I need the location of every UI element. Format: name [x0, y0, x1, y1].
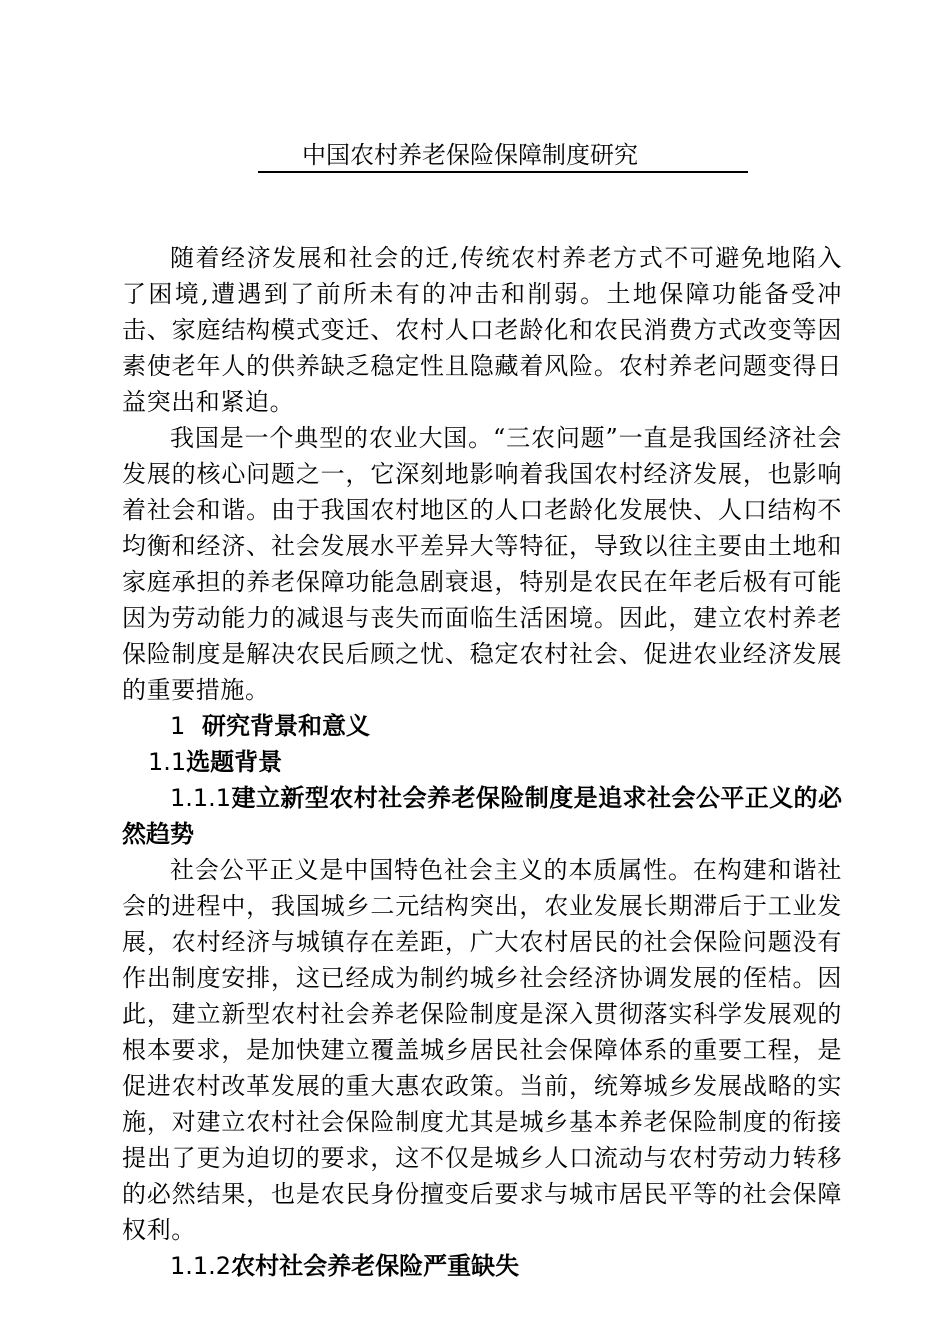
- paragraph-fairness: 社会公平正义是中国特色社会主义的本质属性。在构建和谐社会的进程中，我国城乡二元结构突出，农业发展长期滞后于工业发展，农村经济与城镇存在差距，广大农村居民的社会保险问题没有作出制度安排，这已经成为制约城乡社会经济协调发展的侄桔。因此，建立新型农村社会养老保险制度是深入贯彻落实科学发展观的根本要求，是加快建立覆盖城乡居民社会保障体系的重要工程，是促进农村改革发展的重大惠农政策。当前，统筹城乡发展战略的实施，对建立农村社会保险制度尤其是城乡基本养老保险制度的衔接提出了更为迫切的要求，这不仅是城乡人口流动与农村劳动力转移的必然结果，也是农民身份擅变后要求与城市居民平等的社会保障权利。: [122, 856, 842, 1244]
- section-title: 选题背景: [186, 747, 283, 776]
- document-title: 中国农村养老保险保障制度研究: [302, 141, 638, 169]
- paragraph-intro: 随着经济发展和社会的迁,传统农村养老方式不可避免地陷入了困境,遭遇到了前所未有的冲击和削弱。土地保障功能备受冲击、家庭结构模式变迁、农村人口老龄化和农民消费方式改变等因素使老年人的供养缺乏稳定性且隐藏着风险。农村养老问题变得日益突出和紧迫。: [122, 244, 842, 416]
- paragraph-background: 我国是一个典型的农业大国。“三农问题”一直是我国经济社会发展的核心问题之一，它深刻地影响着我国农村经济发展，也影响着社会和谐。由于我国农村地区的人口老龄化发展快、人口结构不均衡和经济、社会发展水平差异大等特征，导致以往主要由土地和家庭承担的养老保障功能急剧衰退，特别是农民在年老后极有可能因为劳动能力的减退与丧失而面临生活困境。因此，建立农村养老保险制度是解决农民后顾之忧、稳定农村社会、促进农业经济发展的重要措施。: [122, 424, 842, 704]
- title-underline: [258, 171, 748, 173]
- section-title: 建立新型农村社会养老保险制度是追求社会公平正义的必然趋势: [122, 783, 842, 848]
- section-heading-1-1-2: [122, 1248, 842, 1284]
- title-block: [258, 140, 748, 174]
- section-number: 1: [170, 712, 186, 740]
- section-title: 农村社会养老保险严重缺失: [231, 1251, 520, 1280]
- section-heading-1-1: [122, 744, 842, 780]
- section-number: 1.1: [148, 748, 187, 776]
- section-heading-1-1-1: [122, 780, 842, 852]
- section-number: 1.1.2: [170, 1252, 232, 1280]
- section-number: 1.1.1: [170, 784, 232, 812]
- section-heading-1: [122, 708, 842, 744]
- document-body: [122, 240, 842, 1284]
- section-title: 研究背景和意义: [202, 711, 370, 740]
